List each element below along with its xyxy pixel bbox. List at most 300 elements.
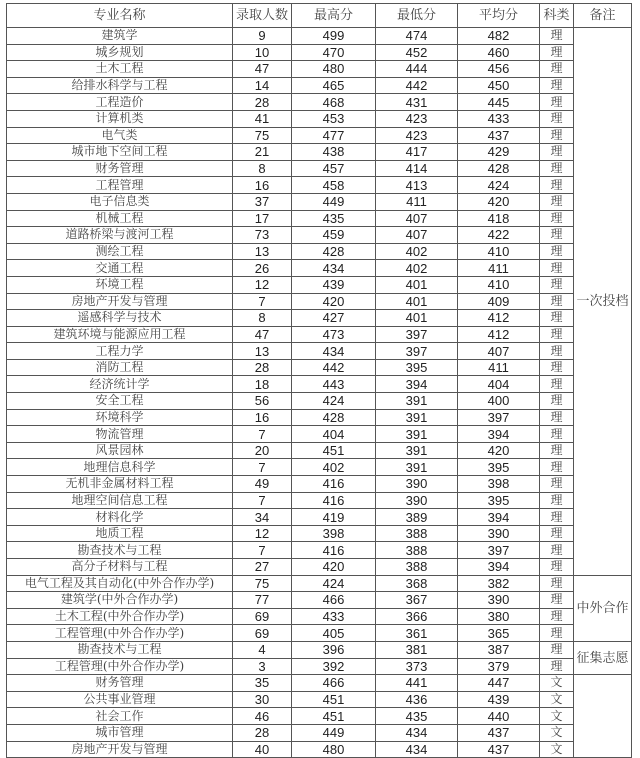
- avg-score: 379: [458, 658, 540, 675]
- avg-score: 400: [458, 393, 540, 410]
- max-score: 416: [292, 492, 376, 509]
- major-name: 工程管理(中外合作办学): [7, 625, 233, 642]
- category: 理: [540, 658, 574, 675]
- max-score: 419: [292, 509, 376, 526]
- note-cell: 中外合作: [574, 575, 632, 641]
- header-min-score: 最低分: [376, 4, 458, 28]
- max-score: 499: [292, 28, 376, 45]
- category: 理: [540, 492, 574, 509]
- avg-score: 437: [458, 724, 540, 741]
- note-cell: 一次投档: [574, 28, 632, 576]
- major-name: 社会工作: [7, 708, 233, 725]
- major-name: 交通工程: [7, 260, 233, 277]
- table-row: [7, 343, 632, 360]
- avg-score: 418: [458, 210, 540, 227]
- max-score: 435: [292, 210, 376, 227]
- avg-score: 482: [458, 28, 540, 45]
- avg-score: 411: [458, 359, 540, 376]
- table-row: [7, 127, 632, 144]
- header-major: 专业名称: [7, 4, 233, 28]
- admitted-count: 13: [233, 243, 292, 260]
- avg-score: 365: [458, 625, 540, 642]
- category: 理: [540, 426, 574, 443]
- avg-score: 420: [458, 193, 540, 210]
- avg-score: 382: [458, 575, 540, 592]
- min-score: 431: [376, 94, 458, 111]
- max-score: 453: [292, 110, 376, 127]
- admitted-count: 69: [233, 608, 292, 625]
- table-row: [7, 193, 632, 210]
- category: 理: [540, 343, 574, 360]
- admitted-count: 10: [233, 44, 292, 61]
- min-score: 474: [376, 28, 458, 45]
- major-name: 道路桥梁与渡河工程: [7, 227, 233, 244]
- admitted-count: 47: [233, 326, 292, 343]
- category: 理: [540, 193, 574, 210]
- min-score: 390: [376, 476, 458, 493]
- major-name: 物流管理: [7, 426, 233, 443]
- max-score: 451: [292, 691, 376, 708]
- note-cell: 征集志愿: [574, 641, 632, 674]
- admitted-count: 12: [233, 525, 292, 542]
- major-name: 房地产开发与管理: [7, 741, 233, 758]
- avg-score: 410: [458, 276, 540, 293]
- min-score: 435: [376, 708, 458, 725]
- major-name: 房地产开发与管理: [7, 293, 233, 310]
- min-score: 402: [376, 243, 458, 260]
- min-score: 413: [376, 177, 458, 194]
- category: 理: [540, 177, 574, 194]
- category: 理: [540, 442, 574, 459]
- min-score: 390: [376, 492, 458, 509]
- min-score: 389: [376, 509, 458, 526]
- max-score: 468: [292, 94, 376, 111]
- category: 理: [540, 44, 574, 61]
- avg-score: 390: [458, 525, 540, 542]
- table-row: [7, 492, 632, 509]
- max-score: 427: [292, 310, 376, 327]
- avg-score: 440: [458, 708, 540, 725]
- category: 理: [540, 393, 574, 410]
- table-row: [7, 310, 632, 327]
- major-name: 环境科学: [7, 409, 233, 426]
- major-name: 工程力学: [7, 343, 233, 360]
- min-score: 388: [376, 525, 458, 542]
- major-name: 地理空间信息工程: [7, 492, 233, 509]
- avg-score: 445: [458, 94, 540, 111]
- admitted-count: 37: [233, 193, 292, 210]
- max-score: 396: [292, 641, 376, 658]
- admitted-count: 75: [233, 127, 292, 144]
- admitted-count: 21: [233, 144, 292, 161]
- max-score: 457: [292, 160, 376, 177]
- category: 理: [540, 376, 574, 393]
- table-row: [7, 658, 632, 675]
- min-score: 414: [376, 160, 458, 177]
- category: 理: [540, 243, 574, 260]
- table-row: [7, 691, 632, 708]
- avg-score: 450: [458, 77, 540, 94]
- min-score: 388: [376, 542, 458, 559]
- category: 文: [540, 741, 574, 758]
- avg-score: 395: [458, 492, 540, 509]
- avg-score: 433: [458, 110, 540, 127]
- avg-score: 424: [458, 177, 540, 194]
- category: 理: [540, 326, 574, 343]
- avg-score: 428: [458, 160, 540, 177]
- table-row: [7, 144, 632, 161]
- admitted-count: 73: [233, 227, 292, 244]
- category: 理: [540, 476, 574, 493]
- category: 理: [540, 227, 574, 244]
- admitted-count: 4: [233, 641, 292, 658]
- table-row: [7, 592, 632, 609]
- avg-score: 394: [458, 426, 540, 443]
- max-score: 480: [292, 741, 376, 758]
- max-score: 428: [292, 409, 376, 426]
- avg-score: 437: [458, 741, 540, 758]
- min-score: 411: [376, 193, 458, 210]
- table-row: [7, 44, 632, 61]
- min-score: 441: [376, 675, 458, 692]
- table-row: [7, 77, 632, 94]
- max-score: 451: [292, 442, 376, 459]
- max-score: 458: [292, 177, 376, 194]
- avg-score: 395: [458, 459, 540, 476]
- max-score: 434: [292, 260, 376, 277]
- max-score: 416: [292, 542, 376, 559]
- max-score: 459: [292, 227, 376, 244]
- table-row: [7, 708, 632, 725]
- category: 理: [540, 260, 574, 277]
- category: 理: [540, 144, 574, 161]
- admitted-count: 3: [233, 658, 292, 675]
- header-note: 备注: [574, 4, 632, 28]
- admitted-count: 8: [233, 310, 292, 327]
- min-score: 368: [376, 575, 458, 592]
- table-row: [7, 28, 632, 45]
- category: 理: [540, 641, 574, 658]
- table-row: [7, 724, 632, 741]
- category: 理: [540, 61, 574, 78]
- avg-score: 397: [458, 542, 540, 559]
- admitted-count: 28: [233, 359, 292, 376]
- avg-score: 420: [458, 442, 540, 459]
- major-name: 高分子材料与工程: [7, 559, 233, 576]
- avg-score: 397: [458, 409, 540, 426]
- min-score: 366: [376, 608, 458, 625]
- table-row: [7, 509, 632, 526]
- admitted-count: 46: [233, 708, 292, 725]
- admitted-count: 26: [233, 260, 292, 277]
- header-max-score: 最高分: [292, 4, 376, 28]
- table-row: [7, 177, 632, 194]
- major-name: 建筑环境与能源应用工程: [7, 326, 233, 343]
- admitted-count: 13: [233, 343, 292, 360]
- admitted-count: 8: [233, 160, 292, 177]
- avg-score: 394: [458, 559, 540, 576]
- major-name: 电子信息类: [7, 193, 233, 210]
- header-admitted: 录取人数: [233, 4, 292, 28]
- max-score: 428: [292, 243, 376, 260]
- category: 理: [540, 625, 574, 642]
- min-score: 373: [376, 658, 458, 675]
- avg-score: 429: [458, 144, 540, 161]
- avg-score: 437: [458, 127, 540, 144]
- admitted-count: 20: [233, 442, 292, 459]
- table-row: [7, 409, 632, 426]
- max-score: 439: [292, 276, 376, 293]
- max-score: 424: [292, 393, 376, 410]
- header-row: [7, 4, 632, 28]
- max-score: 433: [292, 608, 376, 625]
- table-row: [7, 476, 632, 493]
- category: 理: [540, 210, 574, 227]
- max-score: 466: [292, 592, 376, 609]
- category: 文: [540, 675, 574, 692]
- category: 理: [540, 127, 574, 144]
- table-row: [7, 641, 632, 658]
- avg-score: 390: [458, 592, 540, 609]
- table-row: [7, 61, 632, 78]
- max-score: 398: [292, 525, 376, 542]
- category: 理: [540, 592, 574, 609]
- category: 理: [540, 559, 574, 576]
- min-score: 442: [376, 77, 458, 94]
- major-name: 工程造价: [7, 94, 233, 111]
- table-row: [7, 559, 632, 576]
- major-name: 安全工程: [7, 393, 233, 410]
- min-score: 381: [376, 641, 458, 658]
- max-score: 404: [292, 426, 376, 443]
- avg-score: 447: [458, 675, 540, 692]
- admitted-count: 14: [233, 77, 292, 94]
- major-name: 机械工程: [7, 210, 233, 227]
- admitted-count: 28: [233, 724, 292, 741]
- category: 理: [540, 77, 574, 94]
- min-score: 391: [376, 459, 458, 476]
- table-row: [7, 243, 632, 260]
- min-score: 452: [376, 44, 458, 61]
- table-row: [7, 276, 632, 293]
- max-score: 392: [292, 658, 376, 675]
- major-name: 勘查技术与工程: [7, 641, 233, 658]
- table-row: [7, 741, 632, 758]
- min-score: 397: [376, 343, 458, 360]
- min-score: 367: [376, 592, 458, 609]
- category: 理: [540, 409, 574, 426]
- major-name: 城乡规划: [7, 44, 233, 61]
- table-row: [7, 326, 632, 343]
- table-row: [7, 260, 632, 277]
- admitted-count: 69: [233, 625, 292, 642]
- max-score: 438: [292, 144, 376, 161]
- table-row: [7, 94, 632, 111]
- max-score: 470: [292, 44, 376, 61]
- max-score: 420: [292, 293, 376, 310]
- avg-score: 411: [458, 260, 540, 277]
- min-score: 391: [376, 409, 458, 426]
- admitted-count: 34: [233, 509, 292, 526]
- avg-score: 409: [458, 293, 540, 310]
- min-score: 388: [376, 559, 458, 576]
- admitted-count: 12: [233, 276, 292, 293]
- major-name: 建筑学: [7, 28, 233, 45]
- min-score: 401: [376, 276, 458, 293]
- table-row: [7, 542, 632, 559]
- major-name: 计算机类: [7, 110, 233, 127]
- avg-score: 412: [458, 310, 540, 327]
- table-row: [7, 608, 632, 625]
- note-cell: [574, 675, 632, 758]
- category: 理: [540, 459, 574, 476]
- category: 理: [540, 293, 574, 310]
- admitted-count: 75: [233, 575, 292, 592]
- admitted-count: 41: [233, 110, 292, 127]
- max-score: 449: [292, 724, 376, 741]
- max-score: 480: [292, 61, 376, 78]
- avg-score: 460: [458, 44, 540, 61]
- major-name: 地质工程: [7, 525, 233, 542]
- major-name: 财务管理: [7, 675, 233, 692]
- avg-score: 404: [458, 376, 540, 393]
- admitted-count: 56: [233, 393, 292, 410]
- major-name: 环境工程: [7, 276, 233, 293]
- header-avg-score: 平均分: [458, 4, 540, 28]
- min-score: 394: [376, 376, 458, 393]
- avg-score: 412: [458, 326, 540, 343]
- category: 理: [540, 359, 574, 376]
- min-score: 401: [376, 293, 458, 310]
- min-score: 395: [376, 359, 458, 376]
- major-name: 工程管理: [7, 177, 233, 194]
- major-name: 城市地下空间工程: [7, 144, 233, 161]
- avg-score: 380: [458, 608, 540, 625]
- admitted-count: 30: [233, 691, 292, 708]
- category: 理: [540, 525, 574, 542]
- max-score: 434: [292, 343, 376, 360]
- major-name: 公共事业管理: [7, 691, 233, 708]
- avg-score: 398: [458, 476, 540, 493]
- major-name: 消防工程: [7, 359, 233, 376]
- table-row: [7, 110, 632, 127]
- min-score: 391: [376, 393, 458, 410]
- admitted-count: 35: [233, 675, 292, 692]
- max-score: 465: [292, 77, 376, 94]
- min-score: 436: [376, 691, 458, 708]
- admitted-count: 77: [233, 592, 292, 609]
- major-name: 土木工程: [7, 61, 233, 78]
- table-row: [7, 575, 632, 592]
- max-score: 443: [292, 376, 376, 393]
- table-row: [7, 525, 632, 542]
- min-score: 417: [376, 144, 458, 161]
- avg-score: 410: [458, 243, 540, 260]
- header-category: 科类: [540, 4, 574, 28]
- major-name: 地理信息科学: [7, 459, 233, 476]
- min-score: 402: [376, 260, 458, 277]
- admission-scores-table: [6, 3, 632, 758]
- major-name: 风景园林: [7, 442, 233, 459]
- table-row: [7, 442, 632, 459]
- avg-score: 407: [458, 343, 540, 360]
- avg-score: 439: [458, 691, 540, 708]
- max-score: 420: [292, 559, 376, 576]
- admitted-count: 7: [233, 542, 292, 559]
- admitted-count: 7: [233, 293, 292, 310]
- major-name: 遥感科学与技术: [7, 310, 233, 327]
- category: 理: [540, 160, 574, 177]
- min-score: 401: [376, 310, 458, 327]
- min-score: 444: [376, 61, 458, 78]
- major-name: 材料化学: [7, 509, 233, 526]
- max-score: 466: [292, 675, 376, 692]
- min-score: 361: [376, 625, 458, 642]
- admitted-count: 7: [233, 426, 292, 443]
- max-score: 402: [292, 459, 376, 476]
- major-name: 财务管理: [7, 160, 233, 177]
- max-score: 405: [292, 625, 376, 642]
- admitted-count: 9: [233, 28, 292, 45]
- avg-score: 387: [458, 641, 540, 658]
- table-row: [7, 210, 632, 227]
- category: 理: [540, 94, 574, 111]
- major-name: 工程管理(中外合作办学): [7, 658, 233, 675]
- table-row: [7, 426, 632, 443]
- admitted-count: 28: [233, 94, 292, 111]
- major-name: 土木工程(中外合作办学): [7, 608, 233, 625]
- max-score: 477: [292, 127, 376, 144]
- category: 理: [540, 28, 574, 45]
- table-row: [7, 293, 632, 310]
- min-score: 423: [376, 127, 458, 144]
- min-score: 423: [376, 110, 458, 127]
- category: 文: [540, 708, 574, 725]
- major-name: 经济统计学: [7, 376, 233, 393]
- admitted-count: 17: [233, 210, 292, 227]
- min-score: 391: [376, 426, 458, 443]
- min-score: 397: [376, 326, 458, 343]
- category: 理: [540, 542, 574, 559]
- category: 文: [540, 724, 574, 741]
- max-score: 416: [292, 476, 376, 493]
- min-score: 407: [376, 210, 458, 227]
- admitted-count: 7: [233, 492, 292, 509]
- table-row: [7, 160, 632, 177]
- major-name: 城市管理: [7, 724, 233, 741]
- table-row: [7, 459, 632, 476]
- admitted-count: 27: [233, 559, 292, 576]
- major-name: 电气工程及其自动化(中外合作办学): [7, 575, 233, 592]
- category: 理: [540, 575, 574, 592]
- admitted-count: 16: [233, 177, 292, 194]
- table-row: [7, 675, 632, 692]
- min-score: 407: [376, 227, 458, 244]
- table-row: [7, 227, 632, 244]
- table-row: [7, 625, 632, 642]
- major-name: 测绘工程: [7, 243, 233, 260]
- category: 理: [540, 276, 574, 293]
- avg-score: 422: [458, 227, 540, 244]
- min-score: 391: [376, 442, 458, 459]
- admitted-count: 16: [233, 409, 292, 426]
- table-row: [7, 359, 632, 376]
- major-name: 勘查技术与工程: [7, 542, 233, 559]
- major-name: 无机非金属材料工程: [7, 476, 233, 493]
- major-name: 建筑学(中外合作办学): [7, 592, 233, 609]
- max-score: 449: [292, 193, 376, 210]
- category: 文: [540, 691, 574, 708]
